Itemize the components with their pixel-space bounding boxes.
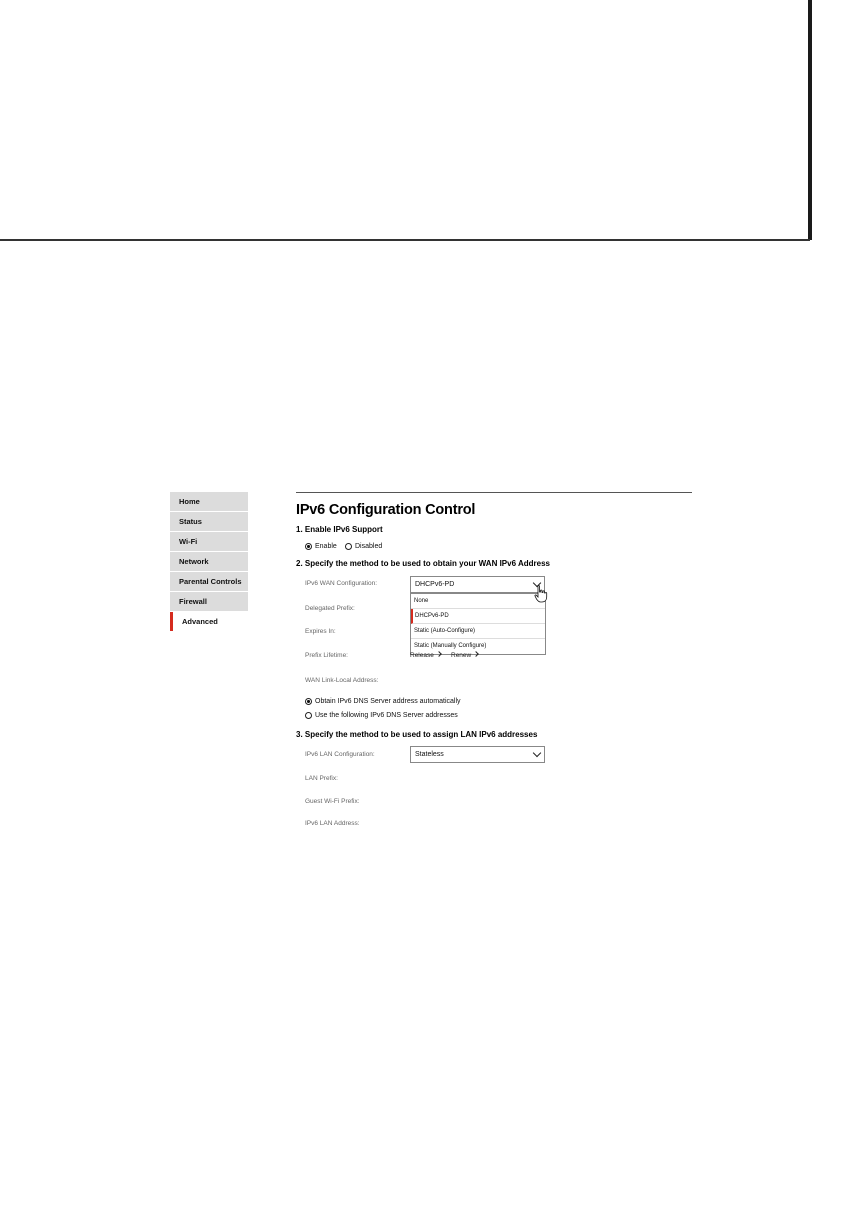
renew-button[interactable] [451, 652, 478, 659]
ipv6-lan-address-label: IPv6 LAN Address: [305, 820, 360, 827]
lan-prefix-label: LAN Prefix: [305, 775, 338, 782]
renew-label: Renew [451, 652, 472, 659]
wan-option-none[interactable]: None [411, 594, 545, 609]
release-label: Release [410, 652, 434, 659]
wan-option-dhcpv6-pd[interactable]: DHCPv6-PD [411, 609, 545, 624]
hand-cursor-icon [534, 585, 548, 603]
wan-option-static-auto[interactable]: Static (Auto-Configure) [411, 624, 545, 639]
chevron-down-icon [533, 749, 541, 757]
page-divider [0, 239, 810, 241]
wan-link-local-label: WAN Link-Local Address: [305, 677, 379, 684]
sidebar-item-firewall[interactable]: Firewall [170, 592, 248, 611]
dns-manual-label: Use the following IPv6 DNS Server addresses [315, 712, 458, 719]
chevron-right-icon [436, 651, 442, 657]
dns-auto-label: Obtain IPv6 DNS Server address automatically [315, 698, 461, 705]
dns-auto-radio[interactable] [305, 698, 312, 705]
sidebar-nav [170, 492, 248, 632]
expires-in-label: Expires In: [305, 628, 336, 635]
enable-radio-option[interactable] [305, 543, 337, 550]
chevron-right-icon [473, 651, 479, 657]
lan-config-value: Stateless [415, 751, 444, 758]
section-wan-heading: 2. Specify the method to be used to obtain your WAN IPv6 Address [296, 559, 550, 568]
disabled-radio-label: Disabled [355, 543, 383, 550]
sidebar-item-parental-controls[interactable]: Parental Controls [170, 572, 248, 591]
lan-config-label: IPv6 LAN Configuration: [305, 751, 375, 758]
disabled-radio-option[interactable] [345, 543, 382, 550]
enable-radio-label: Enable [315, 543, 337, 550]
dns-manual-option[interactable] [305, 712, 458, 719]
delegated-prefix-label: Delegated Prefix: [305, 605, 355, 612]
dns-auto-option[interactable] [305, 698, 461, 705]
sidebar-item-wifi[interactable]: Wi-Fi [170, 532, 248, 551]
section-enable-ipv6-heading: 1. Enable IPv6 Support [296, 525, 383, 534]
sidebar-item-advanced[interactable]: Advanced [170, 612, 248, 631]
page-edge-tab [808, 0, 812, 240]
sidebar-item-status[interactable]: Status [170, 512, 248, 531]
sidebar-item-home[interactable]: Home [170, 492, 248, 511]
release-button[interactable] [410, 652, 441, 659]
wan-config-dropdown [410, 593, 546, 655]
disabled-radio[interactable] [345, 543, 352, 550]
title-divider [296, 492, 692, 493]
enable-radio[interactable] [305, 543, 312, 550]
main-panel [296, 492, 692, 518]
wan-config-label: IPv6 WAN Configuration: [305, 580, 378, 587]
sidebar-item-network[interactable]: Network [170, 552, 248, 571]
guest-wifi-prefix-label: Guest Wi-Fi Prefix: [305, 798, 360, 805]
dns-manual-radio[interactable] [305, 712, 312, 719]
prefix-lifetime-label: Prefix Lifetime: [305, 652, 348, 659]
section-lan-heading: 3. Specify the method to be used to assign LAN IPv6 addresses [296, 730, 538, 739]
wan-config-select[interactable] [410, 576, 545, 593]
wan-option-static-manual[interactable]: Static (Manually Configure) [414, 643, 487, 649]
wan-config-value: DHCPv6-PD [415, 581, 455, 588]
lan-config-select[interactable] [410, 746, 545, 763]
page-title: IPv6 Configuration Control [296, 502, 476, 518]
